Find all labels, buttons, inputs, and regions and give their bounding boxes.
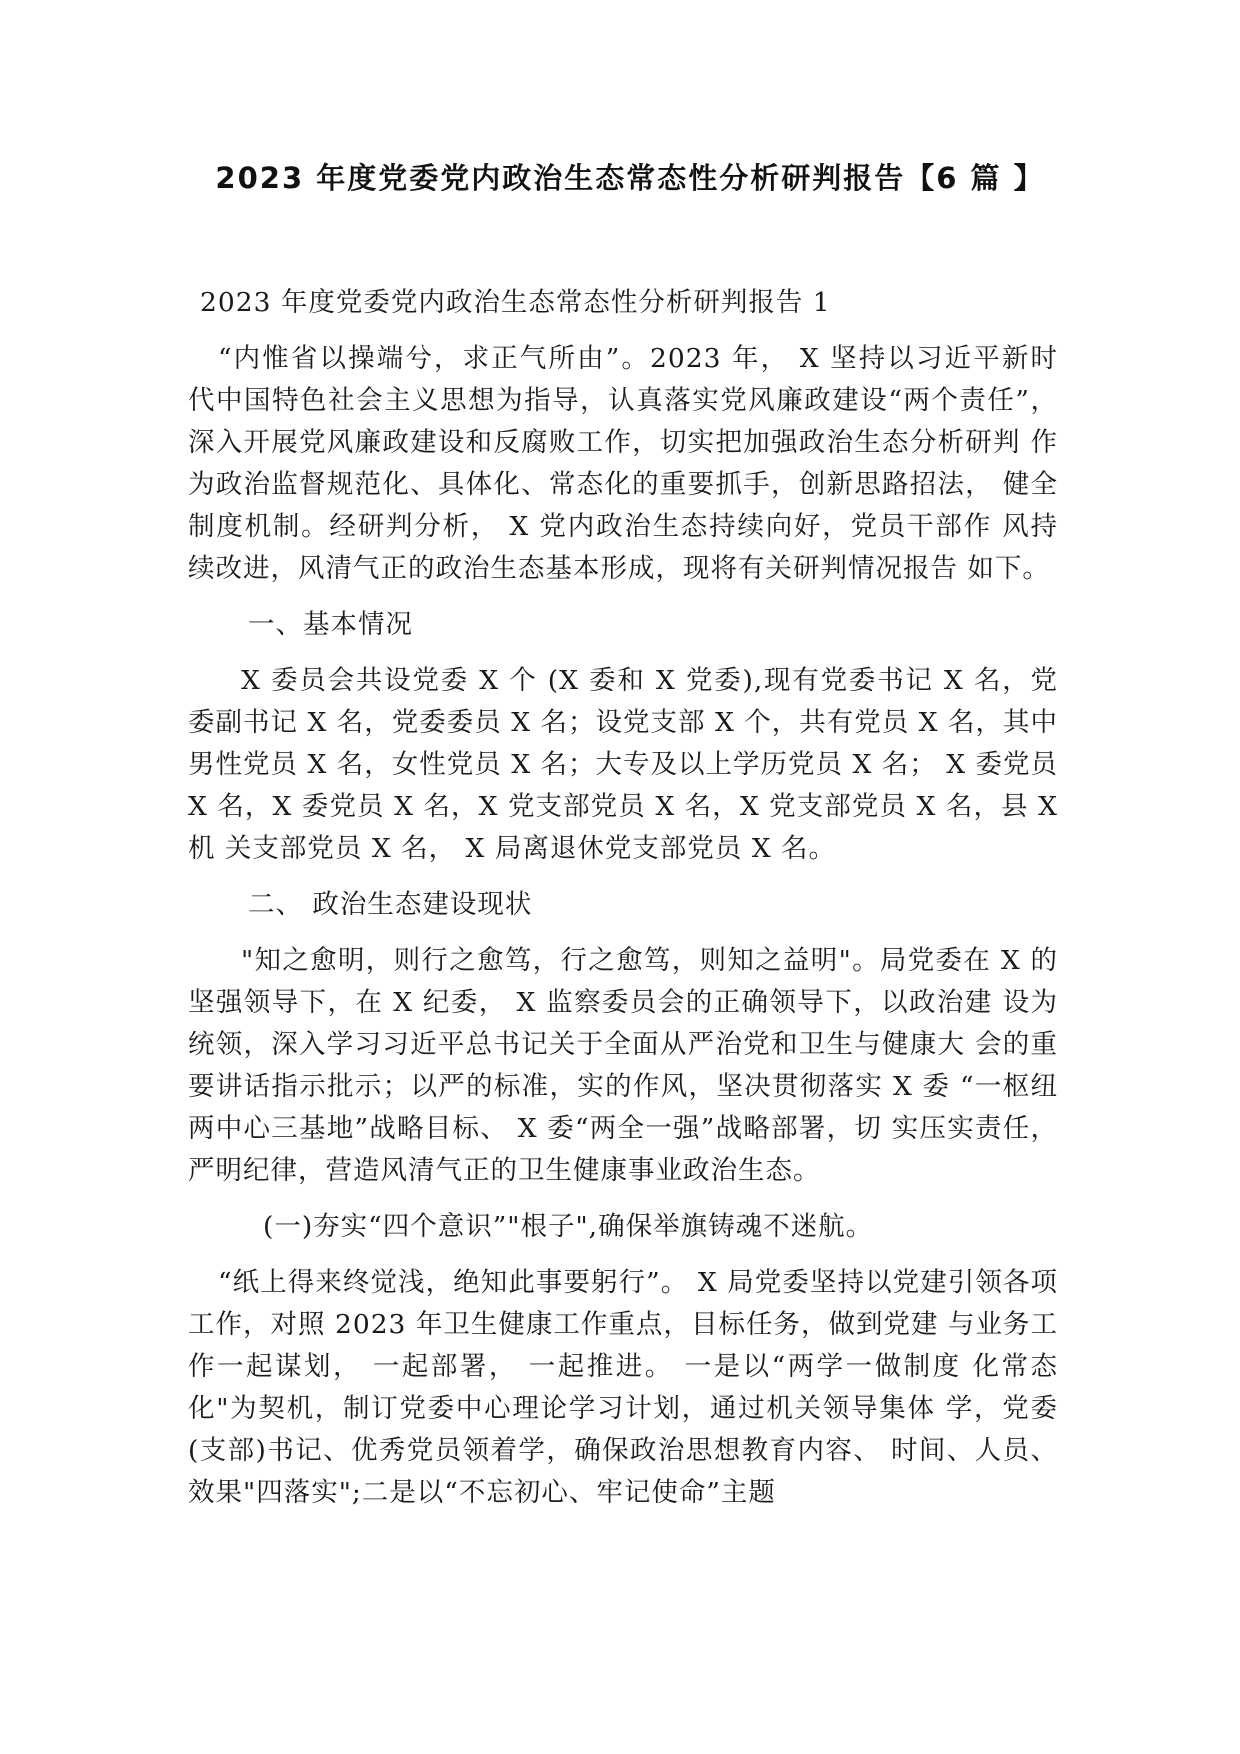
document-title: 2023 年度党委党内政治生态常态性分析研判报告【6 篇 】 bbox=[215, 161, 1045, 195]
section-heading-current-status: 二、 政治生态建设现状 bbox=[248, 889, 533, 920]
subsection-heading-four-consciousness: (一)夯实“四个意识”"根子",确保举旗铸魂不迷航。 bbox=[263, 1211, 874, 1242]
section-heading-basic-situation: 一、基本情况 bbox=[248, 609, 413, 640]
paragraph-basic-situation: X 委员会共设党委 X 个 (X 委和 X 党委),现有党委书记 X 名，党 委副书记 X 名，党委委员 X 名；设党支部 X 个，共有党员 X 名，其中 男性党员 X 名，女性党员 X 名；大专及以上学历党员 X 名； X 委党员 X 名，X 委党员 X 名，X 党支部党员 X 名，X 党支部党员 X 名，县 X 机 关支部党员 X 名， X 局离退休党支部党员 X 名。 bbox=[188, 665, 1058, 864]
paragraph-four-consciousness: “纸上得来终觉浅，绝知此事要躬行”。 X 局党委坚持以党建引领各项工作，对照 2023 年卫生健康工作重点，目标任务，做到党建 与业务工作一起谋划， 一起部署， 一起推进。 一是以“两学一做制度 化常态化"为契机，制订党委中心理论学习计划，通过机关领导集体 学，党委(支部)书记、优秀党员领着学，确保政治思想教育内容、 时间、人员、效果"四落实";二是以“不忘初心、牢记使命”主题 bbox=[188, 1267, 1058, 1508]
paragraph-current-status: "知之愈明，则行之愈笃，行之愈笃，则知之益明"。局党委在 X 的坚强领导下，在 X 纪委， X 监察委员会的正确领导下，以政治建 设为统领，深入学习习近平总书记关于全面从严治党和卫生与健康大 会的重要讲话指示批示；以严的标准，实的作风，坚决贯彻落实 X 委 “一枢纽两中心三基地”战略目标、 X 委“两全一强”战略部署，切 实压实责任，严明纪律，营造风清气正的卫生健康事业政治生态。 bbox=[188, 945, 1058, 1186]
paragraph-intro: “内惟省以操端兮，求正气所由”。2023 年， X 坚持以习近平新时 代中国特色社会主义思想为指导，认真落实党风廉政建设“两个责任”，深入开展党风廉政建设和反腐败工作，切实把加强政治生态分析研判 作为政治监督规范化、具体化、常态化的重要抓手，创新思路招法， 健全制度机制。经研判分析， X 党内政治生态持续向好，党员干部作 风持续改进，风清气正的政治生态基本形成，现将有关研判情况报告 如下。 bbox=[188, 343, 1058, 584]
report-subtitle: 2023 年度党委党内政治生态常态性分析研判报告 1 bbox=[200, 287, 831, 318]
document-body bbox=[188, 282, 1058, 1528]
